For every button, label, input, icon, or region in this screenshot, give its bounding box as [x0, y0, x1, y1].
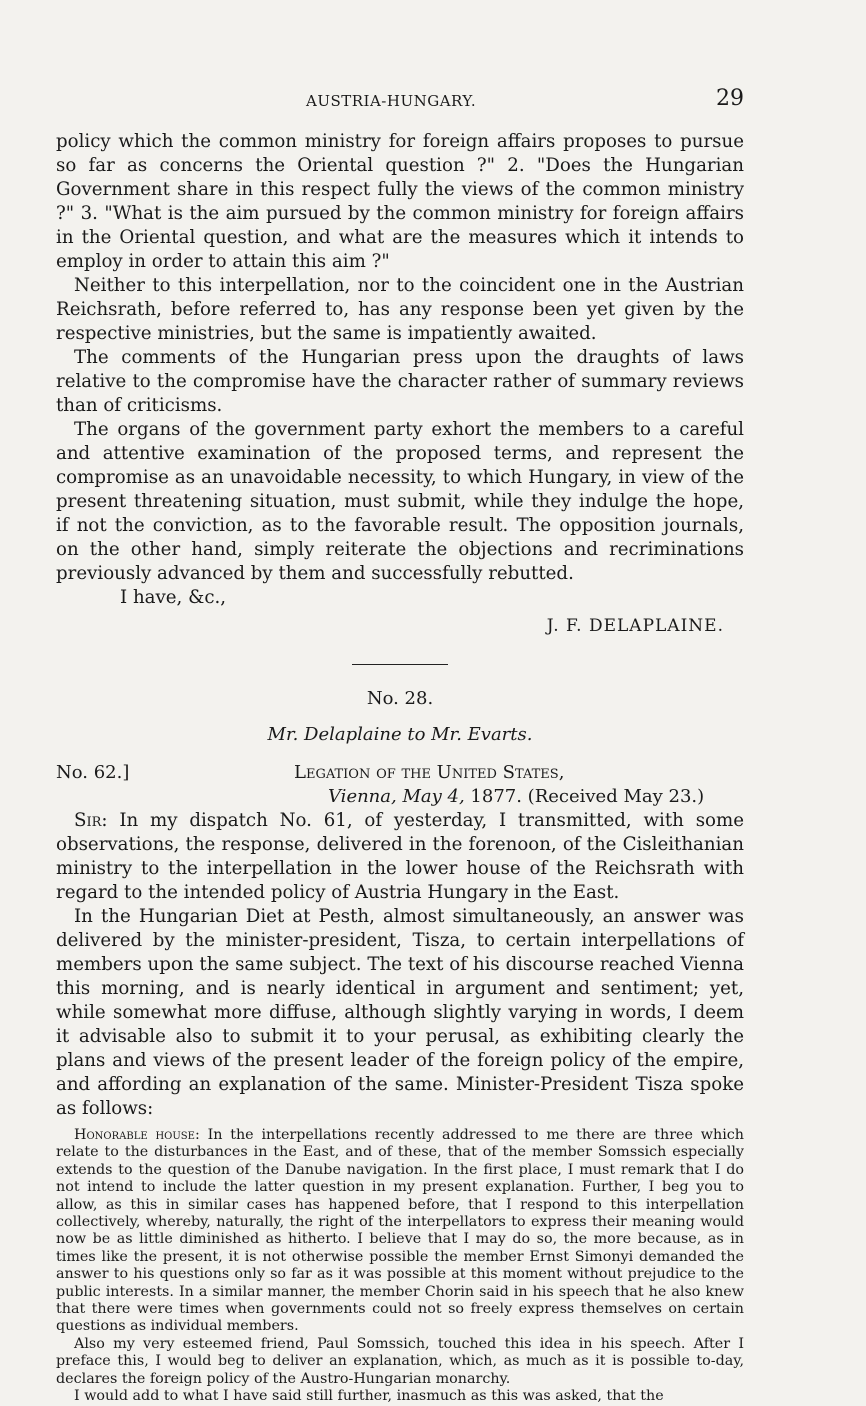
document-heading: Mr. Delaplaine to Mr. Evarts. [267, 724, 533, 745]
paragraph: In the Hungarian Diet at Pesth, almost simultaneously, an answer was delivered by the minister-president, Tisza, to certain interpellations of members upon the same subject. The text of his discourse reached Vienna this morning, and is nearly identical in argument and sentiment; yet, while somewhat more diffuse, although slightly varying in words, I deem it advisable also to submit it to your perusal, as exhibiting clearly the plans and views of the present leader of the foreign policy of the empire, and affording an explanation of the same. Minister-President Tisza spoke as follows: [56, 906, 744, 1119]
extract-lead: Honorable house: [74, 1127, 200, 1143]
paragraph: The organs of the government party exhort the members to a careful and attentive examination of the proposed terms, and represent the compromise as an unavoidable necessity, to which Hungary, in view of the present threatening situation, must submit, while they indulge the hope, if not the conviction, as to the favorable result. The opposition journals, on the other hand, simply reiterate the objections and recriminations previously advanced by them and successfully rebutted. [56, 419, 744, 584]
signature: J. F. DELAPLAINE. [546, 616, 724, 636]
extract-paragraph: Also my very esteemed friend, Paul Somssich, touched this idea in his speech. After I preface this, I would beg to deliver an explanation, which, as much as it is possible to-day, declares the foreign policy of the Austro-Hungarian monarchy. [56, 1335, 744, 1387]
extract-paragraph [56, 1127, 744, 1336]
salutation: Sir: [74, 810, 108, 831]
paragraph-continued: policy which the common ministry for foreign affairs proposes to pursue so far as concerns the Oriental question ?" 2. "Does the Hungarian Government share in this respect fully the views of the common ministry ?" 3. "What is the aim pursued by the common ministry for foreign affairs in the Oriental question, and what are the measures which it intends to employ in order to attain this aim ?" [56, 131, 744, 272]
page-number: 29 [716, 86, 744, 111]
section-divider [352, 664, 448, 665]
received-date: 1877. (Received May 23.) [470, 786, 705, 807]
page-header [56, 86, 744, 116]
paragraph-text: In my dispatch No. 61, of yesterday, I transmitted, with some observations, the response, delivered in the forenoon, of the Cisleithanian ministry to the interpellation in the lower house of the Reichsrath with regard to the intended policy of Austria Hungary in the East. [56, 810, 744, 903]
dateline [328, 785, 704, 809]
extract-paragraph: I would add to what I have said still further, inasmuch as this was asked, that the [74, 1388, 664, 1405]
paragraph: Neither to this interpellation, nor to the coincident one in the Austrian Reichsrath, before referred to, has any response been yet given by the respective ministries, but the same is impatiently awaited. [56, 275, 744, 344]
dispatch-number: No. 62.] [56, 762, 130, 783]
running-title: AUSTRIA-HUNGARY. [306, 92, 477, 110]
closing-line: I have, &c., [120, 587, 227, 608]
extract-text: In the interpellations recently addressed to me there are three which relate to the disturbances in the East, and of these, that of the member Somssich especially extends to the question of the Danube navigation. In the first place, I must remark that I do not intend to include the latter question in my present explanation. Further, I beg you to allow, as this in similar cases has happened before, that I respond to this interpellation collectively, whereby, naturally, the right of the interpellators to express their meaning would now be as little diminished as hitherto. I believe that I may do so, the more because, as in times like the present, it is not otherwise possible the member Ernst Simonyi demanded the answer to his questions only so far as it was possible at this moment without prejudice to the public interests. In a similar manner, the member Chorin said in his speech that he also knew that there were times when governments could not so freely express themselves on certain questions as individual members. [56, 1127, 745, 1335]
paragraph: The comments of the Hungarian press upon the draughts of laws relative to the compromise have the character rather of summary reviews than of criticisms. [56, 347, 744, 416]
speech-extract [56, 1127, 744, 1406]
legation-name: Legation of the United States, [294, 762, 565, 783]
page-body [56, 130, 744, 1406]
place-date: Vienna, May 4, [328, 786, 465, 807]
paragraph [56, 809, 744, 905]
dispatch-header [56, 761, 744, 809]
document-number: No. 28. [366, 688, 434, 709]
